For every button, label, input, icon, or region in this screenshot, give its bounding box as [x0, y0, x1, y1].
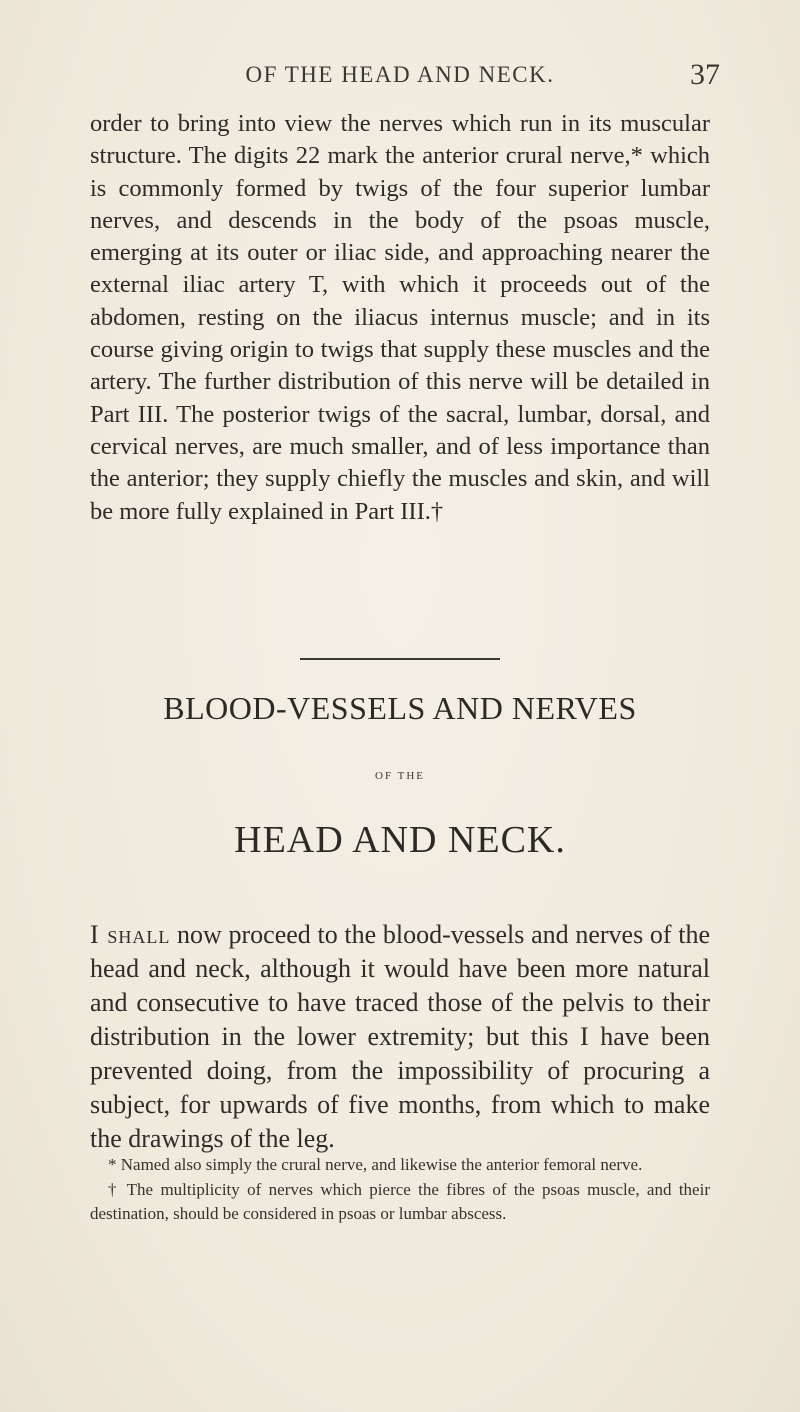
- section-subtitle: HEAD AND NECK.: [234, 819, 566, 861]
- section-of-the: OF THE: [375, 770, 425, 782]
- page-number: 37: [690, 58, 720, 91]
- opening-words: I shall: [90, 920, 171, 949]
- body-paragraph-continued: order to bring into view the nerves which run in its muscular structure. The digits 22 mark the anterior crural nerve,* which is commonly formed by twigs of the four superior lumbar nerves, and descends in the body of the psoas muscle, emerging at its outer or iliac side, and approaching nearer the external iliac artery T, with which it proceeds out of the abdomen, resting on the iliacus internus muscle; and in its course giving origin to twigs that supply these muscles and the artery. The further distribution of this nerve will be detailed in Part III. The posterior twigs of the sacral, lumbar, dorsal, and cervical nerves, are much smaller, and of less importance than the anterior; they supply chiefly the muscles and skin, and will be more fully explained in Part III.†: [90, 110, 710, 525]
- running-head: [0, 58, 800, 96]
- section-divider-rule: [300, 658, 500, 660]
- body-paragraph-opening: [90, 918, 710, 1156]
- section-title: BLOOD-VESSELS AND NERVES: [163, 690, 637, 726]
- running-title: OF THE HEAD AND NECK.: [245, 62, 555, 87]
- footnote-2: † The multiplicity of nerves which pierce the fibres of the psoas muscle, and their destination, should be considered in psoas or lumbar abscess.: [90, 1180, 710, 1223]
- opening-paragraph-text: now proceed to the blood-vessels and nerves of the head and neck, although it would have been more natural and consecutive to have traced those of the pelvis to their distribution in the lower extremity; but this I have been prevented doing, from the impossibility of procuring a subject, for upwards of five months, from which to make the drawings of the leg.: [90, 920, 710, 1153]
- footnote-1: * Named also simply the crural nerve, and likewise the anterior femoral nerve.: [108, 1155, 643, 1174]
